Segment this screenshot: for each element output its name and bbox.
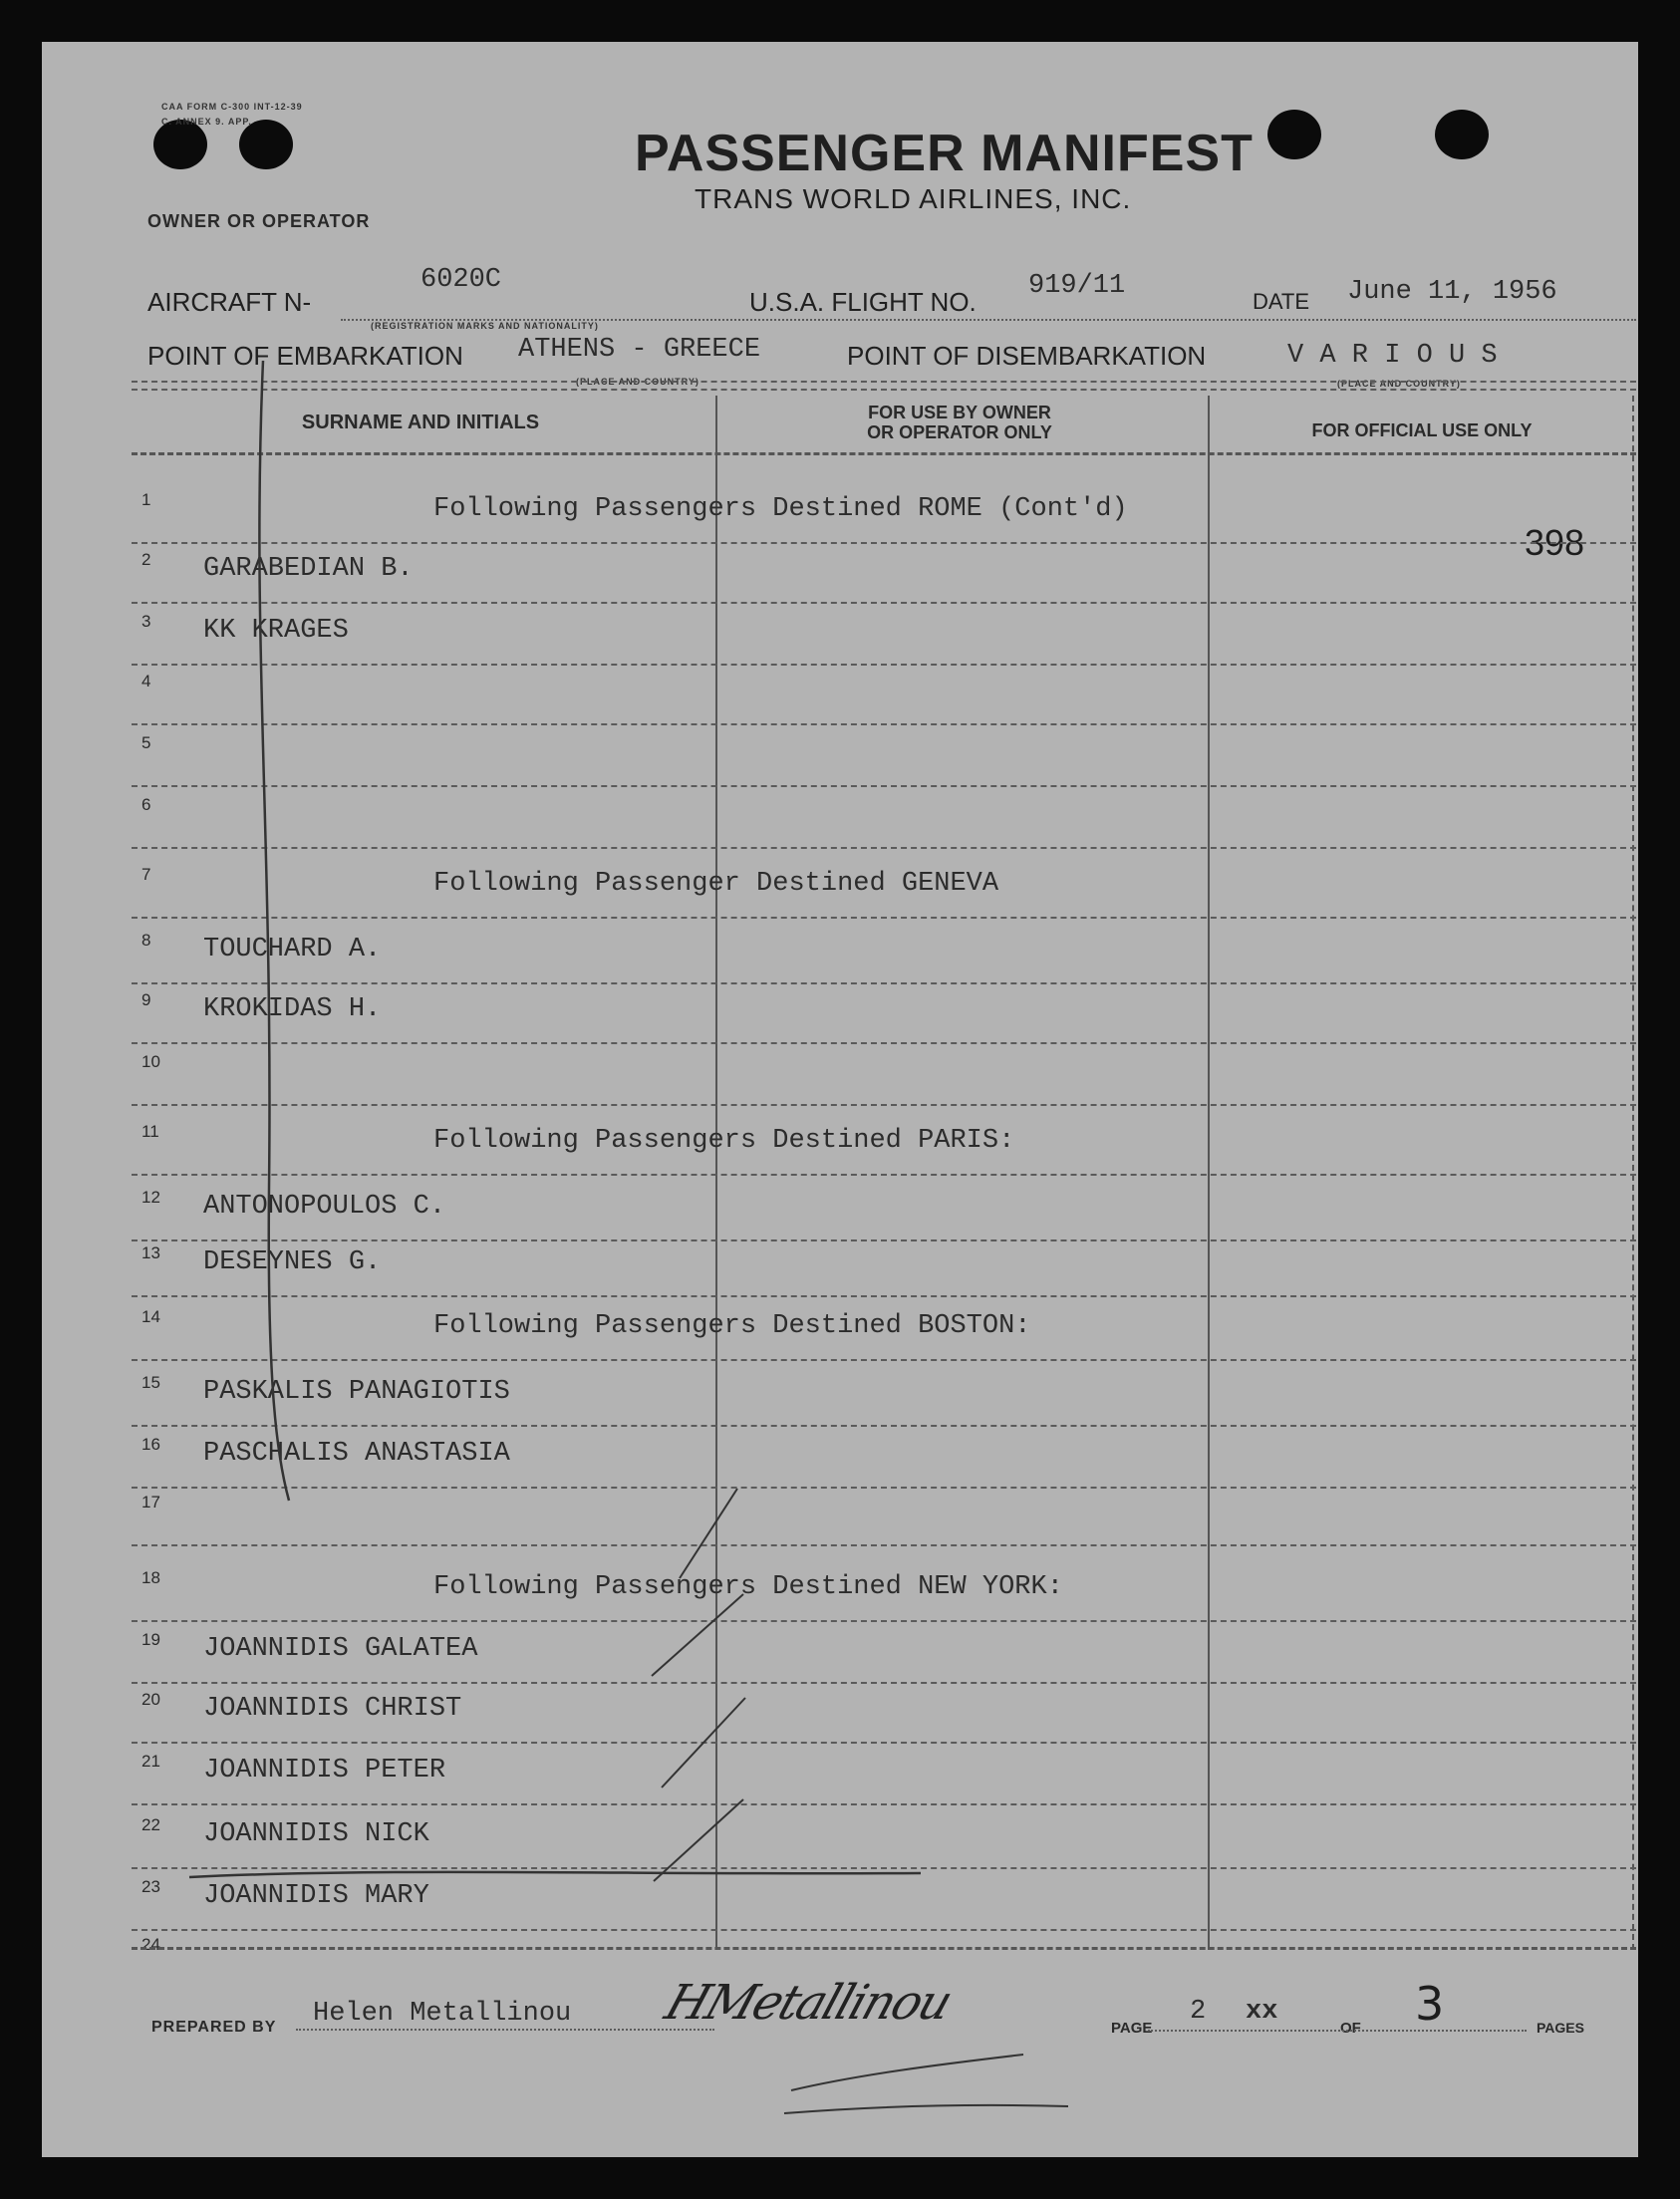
signature: HMetallinou [658,1975,959,2031]
of-label: OF [1340,2020,1361,2037]
row-number: 6 [141,795,151,814]
passenger-name: PASCHALIS ANASTASIA [203,1439,510,1469]
embarkation-label: POINT OF EMBARKATION [147,341,463,371]
row-number: 14 [141,1307,160,1326]
row-number: 16 [141,1435,160,1454]
disembarkation-value: V A R I O U S [1287,341,1498,371]
destination-heading: Following Passenger Destined GENEVA [433,869,999,899]
row-number: 3 [141,612,151,631]
row-number: 13 [141,1243,160,1262]
row-number: 10 [141,1052,160,1071]
row-number: 1 [141,490,151,509]
destination-heading: Following Passengers Destined ROME (Cont'd) [433,494,1128,524]
stamp-number: 398 [1525,522,1585,563]
passenger-name: DESEYNES G. [203,1247,382,1277]
row-number: 5 [141,733,151,752]
prepared-by-label: PREPARED BY [151,2019,277,2036]
page-value: 2 [1190,1997,1207,2027]
form-id-line1: CAA FORM C-300 INT-12-39 [161,102,303,112]
row-number: 7 [141,865,151,884]
owner-label: OWNER OR OPERATOR [147,211,371,231]
passenger-name: JOANNIDIS GALATEA [203,1634,478,1664]
row-number: 2 [141,550,151,569]
date-label: DATE [1253,289,1310,314]
passenger-name: KK KRAGES [203,616,349,646]
manifest-sheet [42,42,1638,2157]
col-owner-title-2: OR OPERATOR ONLY [867,422,1052,442]
passenger-name: JOANNIDIS CHRIST [203,1694,462,1724]
embarkation-caption: (PLACE AND COUNTRY) [576,377,700,387]
row-number: 17 [141,1493,160,1512]
row-number: 18 [141,1568,160,1587]
row-number: 12 [141,1188,160,1207]
airline-name: TRANS WORLD AIRLINES, INC. [695,183,1132,214]
passenger-name: ANTONOPOULOS C. [203,1192,446,1222]
row-number: 11 [141,1122,159,1141]
row-number: 20 [141,1690,160,1709]
row-number: 21 [141,1752,160,1771]
prepared-by-value: Helen Metallinou [313,1999,572,2029]
row-number: 22 [141,1815,160,1834]
row-number: 15 [141,1373,160,1392]
flight-value: 919/11 [1028,271,1126,301]
disembarkation-caption: (PLACE AND COUNTRY) [1337,379,1461,389]
page-strikeout: xx [1246,1997,1278,2027]
aircraft-label: AIRCRAFT N- [147,287,312,317]
row-number: 8 [141,931,151,950]
registration-caption: (REGISTRATION MARKS AND NATIONALITY) [371,321,599,331]
row-number: 9 [141,990,151,1009]
passenger-name: TOUCHARD A. [203,935,382,964]
passenger-name: GARABEDIAN B. [203,554,414,584]
passenger-name: JOANNIDIS NICK [203,1819,429,1849]
passenger-name: JOANNIDIS PETER [203,1756,446,1786]
date-value: June 11, 1956 [1347,277,1557,307]
destination-heading: Following Passengers Destined PARIS: [433,1126,1015,1156]
passenger-name: PASKALIS PANAGIOTIS [203,1377,510,1407]
passenger-name: JOANNIDIS MARY [203,1881,429,1911]
of-value: 3 [1415,1977,1445,2031]
destination-heading: Following Passengers Destined BOSTON: [433,1311,1031,1341]
aircraft-value: 6020C [420,265,502,295]
form-id-line2: C. ANNEX 9. APP. [161,117,252,127]
pencil-marks [42,42,1638,2157]
embarkation-value: ATHENS - GREECE [518,335,761,365]
col-official-title: FOR OFFICIAL USE ONLY [1311,420,1533,440]
destination-heading: Following Passengers Destined NEW YORK: [433,1572,1063,1602]
col-owner-title-1: FOR USE BY OWNER [868,403,1051,422]
row-number: 19 [141,1630,160,1649]
flight-label: U.S.A. FLIGHT NO. [749,287,977,317]
row-number: 24 [141,1935,160,1954]
row-number: 4 [141,672,151,690]
row-number: 23 [141,1877,160,1896]
col-surname-title: SURNAME AND INITIALS [301,412,540,433]
disembarkation-label: POINT OF DISEMBARKATION [847,341,1207,371]
passenger-name: KROKIDAS H. [203,994,382,1024]
page-label: PAGE [1111,2020,1153,2037]
document-title: PASSENGER MANIFEST [635,125,1254,182]
pages-label: PAGES [1537,2020,1584,2036]
